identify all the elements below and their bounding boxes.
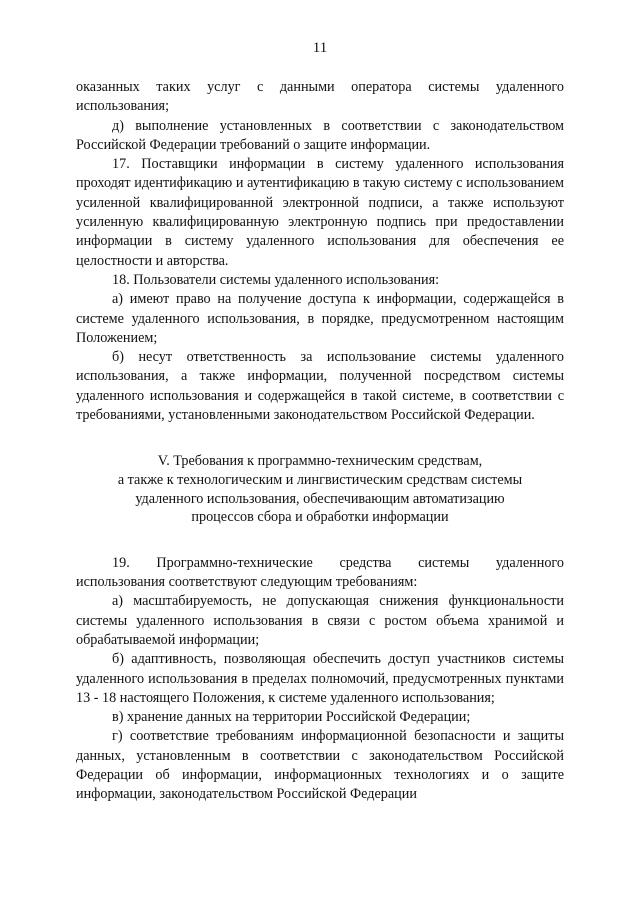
paragraph: 19. Программно-технические средства системы удаленного использования соответствуют следующим требованиям: [76, 554, 564, 591]
paragraphs-top [76, 78, 564, 425]
paragraphs-bottom [76, 554, 564, 805]
paragraph: д) выполнение установленных в соответствии с законодательством Российской Федерации требований о защите информации. [76, 117, 564, 153]
paragraph: б) адаптивность, позволяющая обеспечить доступ участников системы удаленного использования в пределах полномочий, предусмотренных пунктами 13 - 18 настоящего Положения, к системе удаленного использования; [76, 651, 564, 706]
page-number: 11 [312, 40, 328, 56]
section-heading-line: процессов сбора и обработки информации [191, 509, 449, 526]
section-heading-line: V. Требования к программно-техническим средствам, [157, 453, 483, 470]
paragraph: оказанных таких услуг с данными оператора системы удаленного использования; [76, 79, 564, 115]
section-heading [76, 452, 564, 526]
paragraph: в) хранение данных на территории Российской Федерации; [112, 709, 471, 726]
paragraph: а) масштабируемость, не допускающая снижения функциональности системы удаленного использования в связи с ростом объема хранимой и обрабатываемой информации; [76, 593, 564, 648]
section-heading-line: удаленного использования, обеспечивающим автоматизацию [135, 490, 505, 507]
section-heading-line: а также к технологическим и лингвистическим средствам системы [117, 471, 523, 488]
paragraph: 18. Пользователи системы удаленного использования: [112, 271, 440, 288]
document-body [76, 78, 564, 805]
paragraph: а) имеют право на получение доступа к информации, содержащейся в системе удаленного использования, в порядке, предусмотренном настоящим Положением; [76, 291, 564, 346]
paragraph: г) соответствие требованиям информационной безопасности и защиты данных, установленным в соответствии с законодательством Российской Федерации об информации, информационных технологиях и о защите информации, законодательством Российской Федерации [76, 728, 564, 803]
paragraph: 17. Поставщики информации в систему удаленного использования проходят идентификацию и аутентификацию в такую систему с использованием усиленной квалифицированной электронной подписи, а также используют усиленную квалифицированную электронную подпись при предоставлении информации в систему удаленного использования для обеспечения ее целостности и авторства. [76, 156, 564, 269]
paragraph: б) несут ответственность за использование системы удаленного использования, а также информации, полученной посредством системы удаленного использования и содержащейся в такой системе, в соответствии с требованиями, установленными законодательством Российской Федерации. [76, 349, 564, 424]
